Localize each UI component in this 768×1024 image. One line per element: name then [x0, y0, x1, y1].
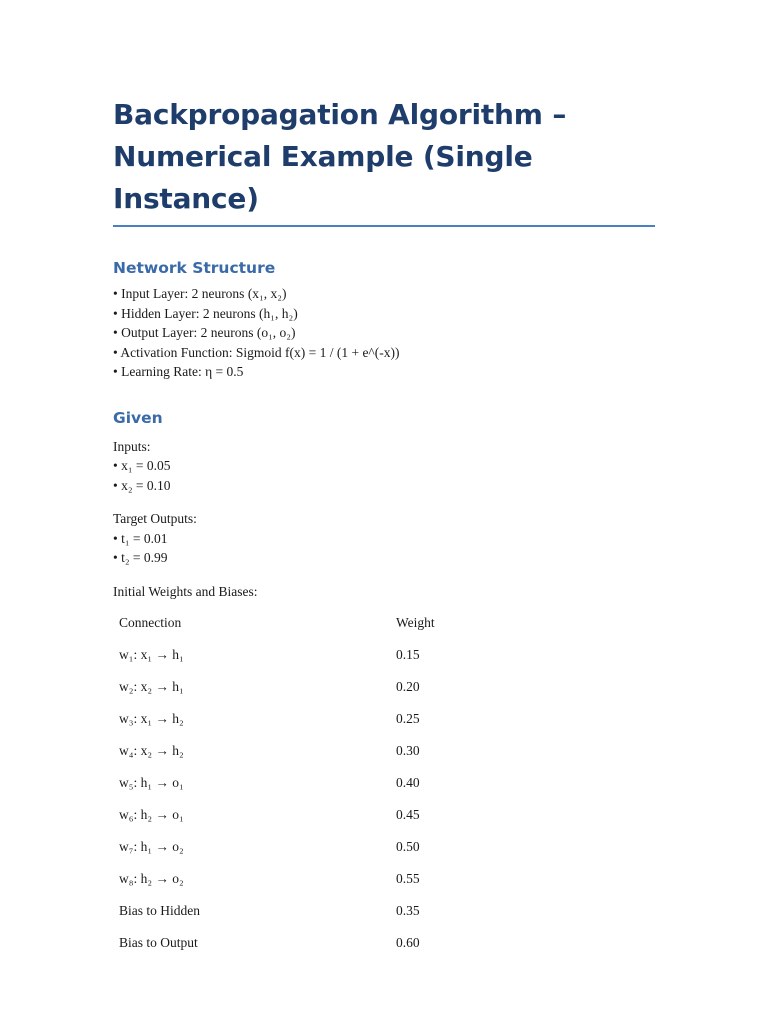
table-row	[113, 831, 516, 863]
table-cell-weight: 0.15	[396, 647, 420, 662]
table-row	[113, 863, 516, 895]
table-cell-weight: 0.45	[396, 807, 420, 822]
table-cell-connection: w₈: h₂ → o₂	[119, 871, 184, 886]
table-row	[113, 703, 516, 735]
table-cell-weight: 0.60	[396, 935, 420, 950]
table-row	[113, 671, 516, 703]
inputs-label: Inputs:	[113, 438, 151, 454]
table-cell-weight: 0.55	[396, 871, 420, 886]
list-item: • Output Layer: 2 neurons (o₁, o₂)	[113, 325, 296, 340]
table-cell-connection: w₅: h₁ → o₁	[119, 775, 184, 790]
table-cell-weight: 0.30	[396, 743, 420, 758]
weights-label: Initial Weights and Biases:	[113, 583, 258, 599]
list-item: • t₁ = 0.01	[113, 530, 168, 546]
table-header-cell: Connection	[119, 615, 182, 630]
table-header-row	[113, 607, 516, 639]
table-cell-weight: 0.50	[396, 839, 420, 854]
document-page	[113, 0, 655, 959]
section-heading-given: Given	[113, 408, 163, 427]
page-title: Backpropagation Algorithm –Numerical Example (Single Instance)	[113, 94, 655, 227]
section-heading-network-structure: Network Structure	[113, 259, 276, 277]
table-cell-weight: 0.20	[396, 679, 420, 694]
table-row	[113, 799, 516, 831]
list-item: • x₁ = 0.05	[113, 458, 171, 473]
list-item: • t₂ = 0.99	[113, 550, 168, 565]
list-item: • Activation Function: Sigmoid f(x) = 1 / (1 + e^(-x))	[113, 344, 400, 360]
table-cell-connection: w₆: h₂ → o₁	[119, 807, 184, 822]
table-row	[113, 735, 516, 767]
weights-table	[113, 607, 516, 959]
list-item: • x₂ = 0.10	[113, 477, 171, 493]
table-row	[113, 895, 516, 927]
table-cell-weight: 0.35	[396, 903, 420, 918]
table-cell-connection: Bias to Output	[119, 935, 198, 950]
target-outputs-list	[113, 529, 655, 568]
table-cell-connection: w₄: x₂ → h₂	[119, 743, 184, 758]
network-structure-list	[113, 284, 655, 382]
target-outputs-label: Target Outputs:	[113, 511, 197, 526]
table-cell-weight: 0.40	[396, 775, 420, 790]
inputs-list	[113, 456, 655, 495]
table-cell-connection: w₁: x₁ → h₁	[119, 647, 184, 662]
table-cell-connection: w₃: x₁ → h₂	[119, 711, 184, 726]
list-item: • Hidden Layer: 2 neurons (h₁, h₂)	[113, 305, 298, 321]
table-header-cell: Weight	[396, 615, 435, 630]
table-row	[113, 639, 516, 671]
list-item: • Input Layer: 2 neurons (x₁, x₂)	[113, 286, 287, 301]
table-cell-connection: w₇: h₁ → o₂	[119, 839, 184, 854]
list-item: • Learning Rate: η = 0.5	[113, 364, 244, 379]
table-row	[113, 927, 516, 959]
table-row	[113, 767, 516, 799]
table-cell-weight: 0.25	[396, 711, 420, 726]
table-cell-connection: w₂: x₂ → h₁	[119, 679, 184, 694]
table-cell-connection: Bias to Hidden	[119, 903, 200, 918]
